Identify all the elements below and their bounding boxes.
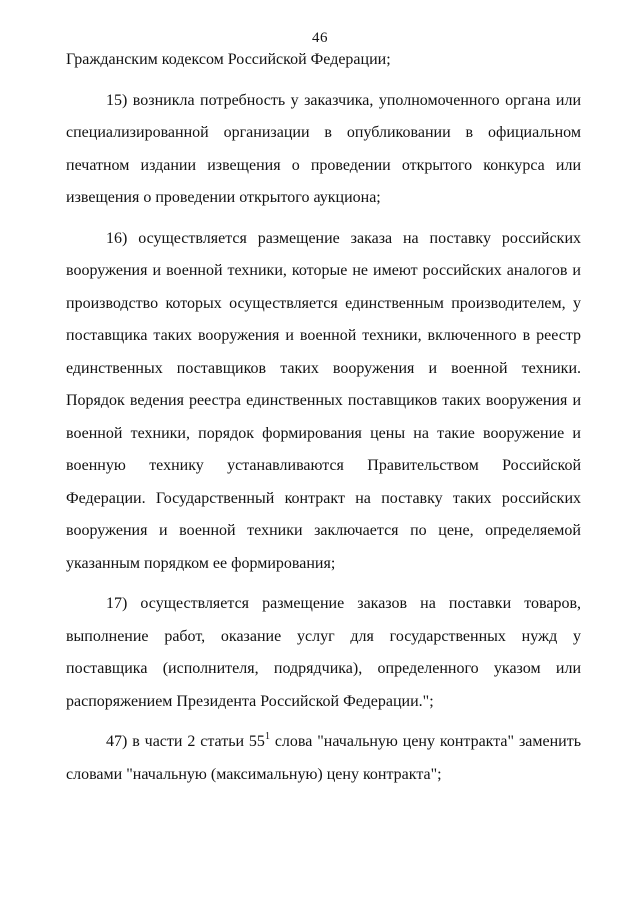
paragraph-item-47 (66, 726, 581, 791)
paragraph-item-17: 17) осуществляется размещение заказов на поставки товаров, выполнение работ, оказание услуг для государственных нужд у поставщика (исполнителя, подрядчика), определенного указом или распоряжением Президента Российской Федерации."; (66, 595, 581, 710)
paragraph-item-47-end: слова "начальную цену контракта" заменить словами "начальную (максимальную) цену контракта"; (66, 733, 582, 783)
page-number: 46 (312, 30, 328, 46)
document-body (66, 44, 581, 791)
article-superscript: 1 (264, 731, 270, 742)
paragraph-item-15: 15) возникла потребность у заказчика, уполномоченного органа или специализированной организации в опубликовании в официальном печатном издании извещения о проведении открытого конкурса или извещения о проведении открытого аукциона; (66, 91, 581, 206)
paragraph-item-47-start: 47) в части 2 статьи 55 (106, 733, 265, 750)
paragraph-item-16: 16) осуществляется размещение заказа на поставку российских вооружения и военной техники, которые не имеют российских аналогов и производство которых осуществляется единственным производителем, у поставщика таких вооружения и военной техники, включенного в реестр единственных поставщиков таких вооружения и военной техники. Порядок ведения реестра единственных поставщиков таких вооружения и военной техники, порядок формирования цены на такие вооружение и военную технику устанавливаются Правительством Российской Федерации. Государственный контракт на поставку таких российских вооружения и военной техники заключается по цене, определяемой указанным порядком ее формирования; (66, 229, 581, 572)
paragraph-continuation: Гражданским кодексом Российской Федерации; (66, 51, 391, 68)
